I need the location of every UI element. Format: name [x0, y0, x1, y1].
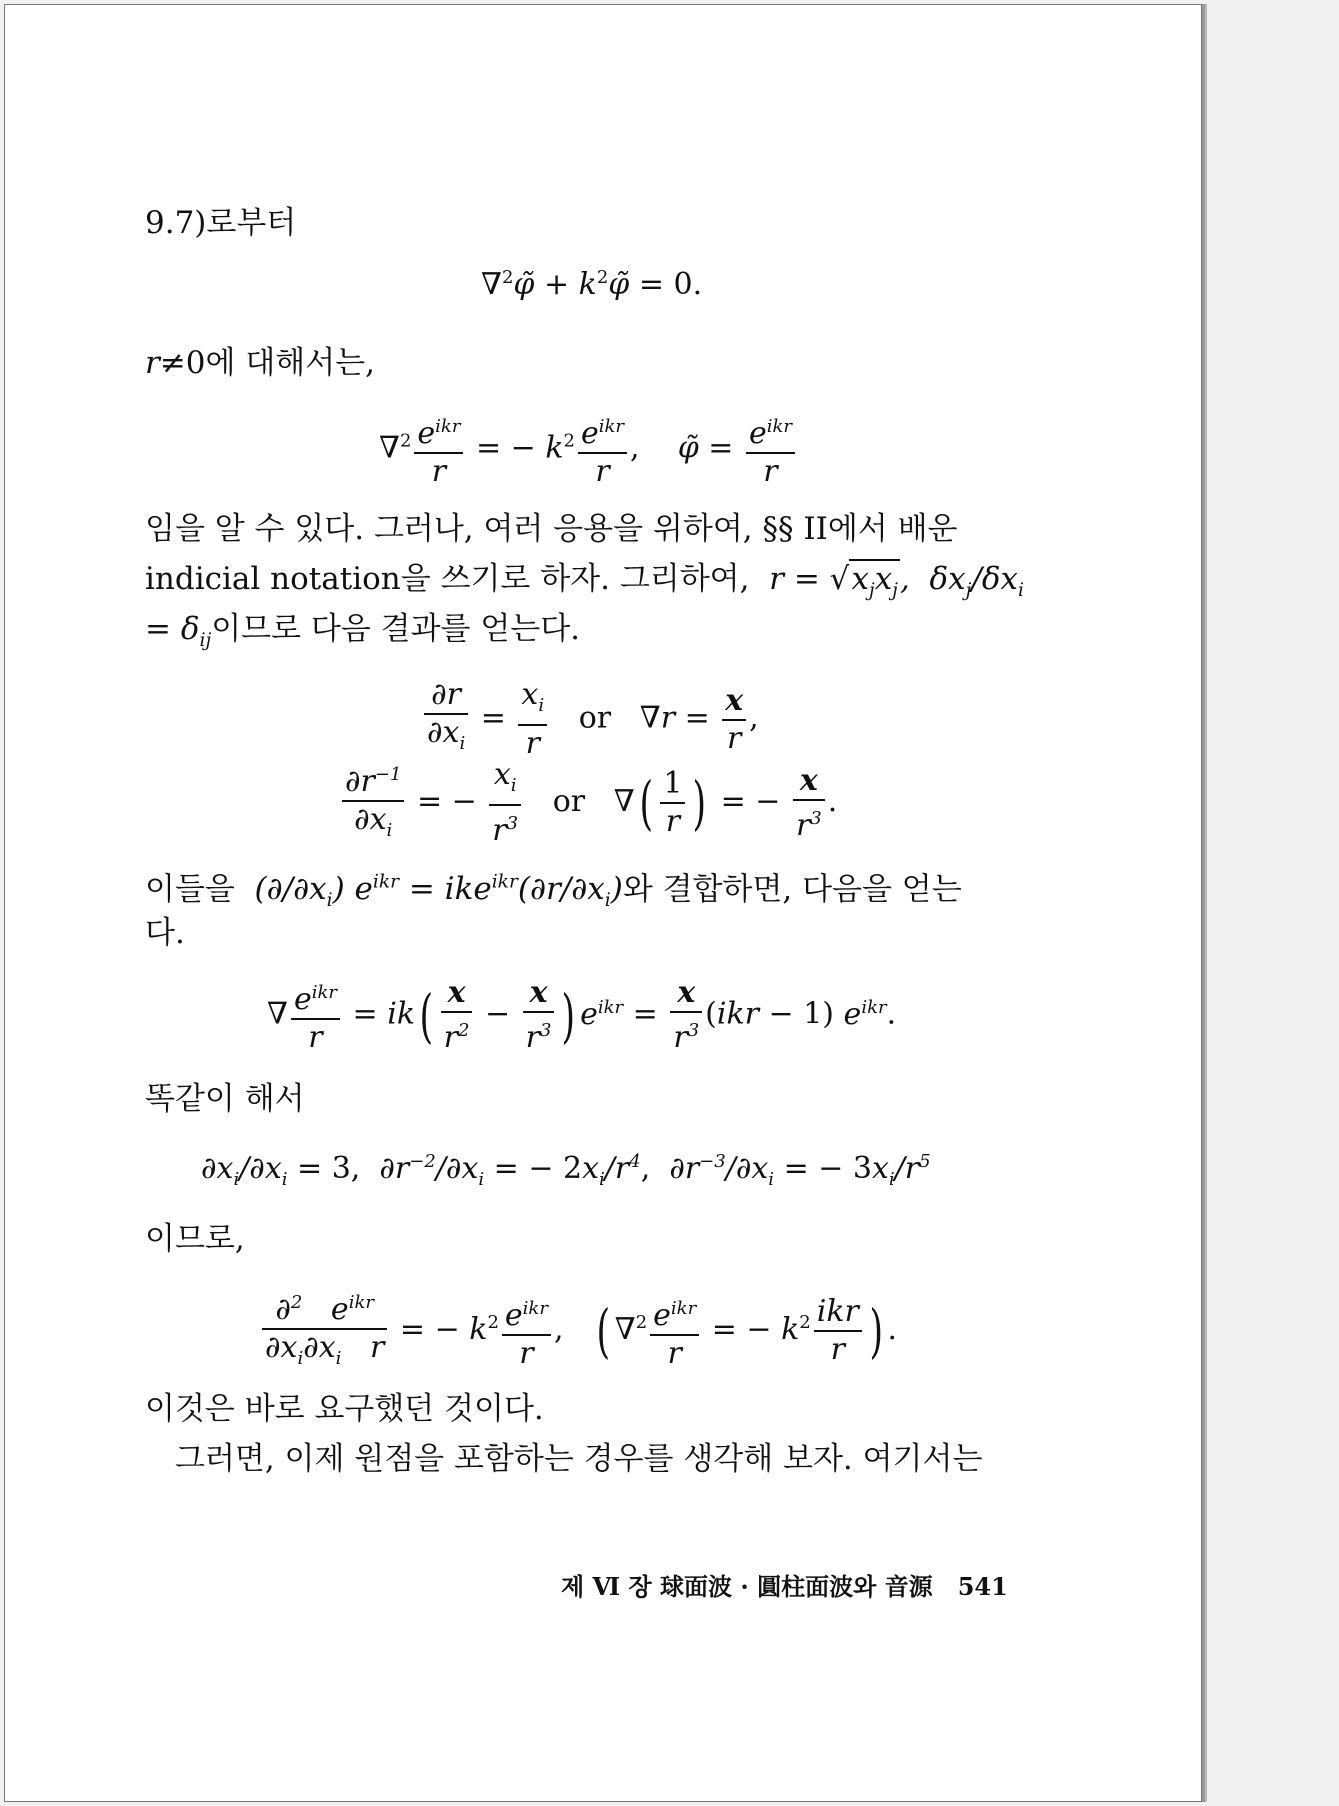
paragraph-line — [145, 343, 375, 383]
page-footer — [561, 1567, 1008, 1602]
equation-helmholtz: ∇$^2$φ̃ + $k^2\varphĩ = 0$. — [481, 267, 703, 302]
document-page — [4, 4, 1202, 1802]
paragraph-line: 그러면, 이제 원점을 포함하는 경우를 생각해 보자. 여기서는 — [175, 1441, 983, 1477]
paragraph-line: 똑같이 해서 — [145, 1081, 305, 1117]
chapter-title: 제 Ⅵ 장 球面波 · 圓柱面波와 音源 — [561, 1572, 933, 1601]
paragraph-text: 이므로 다음 결과를 얻는다. — [211, 611, 581, 647]
inline-math: = $\delta_{ij}$ — [145, 611, 212, 652]
paragraph-line: 다. — [145, 915, 185, 951]
paragraph-line: 임을 알 수 있다. 그러나, 여러 응용을 위하여, §§ II에서 배운 — [145, 511, 958, 547]
paragraph-text: indicial notation을 쓰기로 하자. 그리하여, — [145, 561, 750, 597]
inline-math: $(\partial/\partial x_i) e^{ikr} = ike^{ikr}(\partial r/\partial x_i)$ — [244, 871, 623, 912]
page-number: 541 — [957, 1572, 1008, 1601]
equation-gradient-wave: ∇ $\frac{e^{ikr}}{r}$ = ik( $\frac{x}{r^2}$ − $\frac{x}{r^3}$ ) $e^{ikr}$ = $\frac{x}{r^3}$ (ikr − 1) $e^{ikr}$. — [267, 975, 897, 1055]
equation-gradient-inverse-r: $\frac{\partial r^{-1}}{\partial x_i}$ = − $\frac{x_i}{r^3}$ or ∇( $\frac{1}{r}$ ) = − $\frac{x}{r^3}$ . — [339, 757, 837, 849]
inline-math: $r = √x_jx_j$, $\delta x_j/\delta x_i$ — [759, 561, 1024, 602]
equation-spherical-solution: ∇$^2$ $\frac{e^{ikr}}{r}$ = − $k^2$ $\frac{e^{ikr}}{r}$ , φ̃ = $\frac{e^{ikr}}{r}$ — [379, 409, 798, 490]
paragraph-line — [145, 863, 962, 922]
paragraph-text: 이들을 — [145, 871, 235, 908]
equation-laplacian-result: $\frac{\partial^2 e^{ikr}}{\partial x_i\partial x_i r}$ = − $k^2$ $\frac{e^{ikr}}{r}$ , ( ∇$^2$ $\frac{e^{ikr}}{r}$ = − $k^2$ $\frac{\text{ikr}}{r}$ ) . — [259, 1285, 897, 1377]
paragraph-line — [145, 559, 1024, 611]
paragraph-line: 이므로, — [145, 1221, 245, 1257]
equation-gradient-r: $\frac{\partial r}{\partial x_i}$ = $\frac{x_i}{r}$ or ∇r = $\frac{x}{r}$ , — [421, 677, 759, 762]
equation-derivatives: $\partial x_i/\partial x_i = 3$, $\partial r^{-2}/\partial x_i$ = − $2x_i/r^4$, $\partial r^{-3}/\partial x_i$ = − $3x_i/r^5$ — [201, 1151, 931, 1190]
paragraph-line: 9.7)로부터 — [145, 205, 297, 241]
paragraph-line — [145, 609, 580, 661]
paragraph-line: 이것은 바로 요구했던 것이다. — [145, 1391, 544, 1427]
paragraph-text: 와 결합하면, 다음을 얻는 — [622, 871, 962, 908]
paragraph-text: ≠0에 대해서는, — [159, 345, 375, 381]
variable-r: r — [145, 345, 160, 381]
